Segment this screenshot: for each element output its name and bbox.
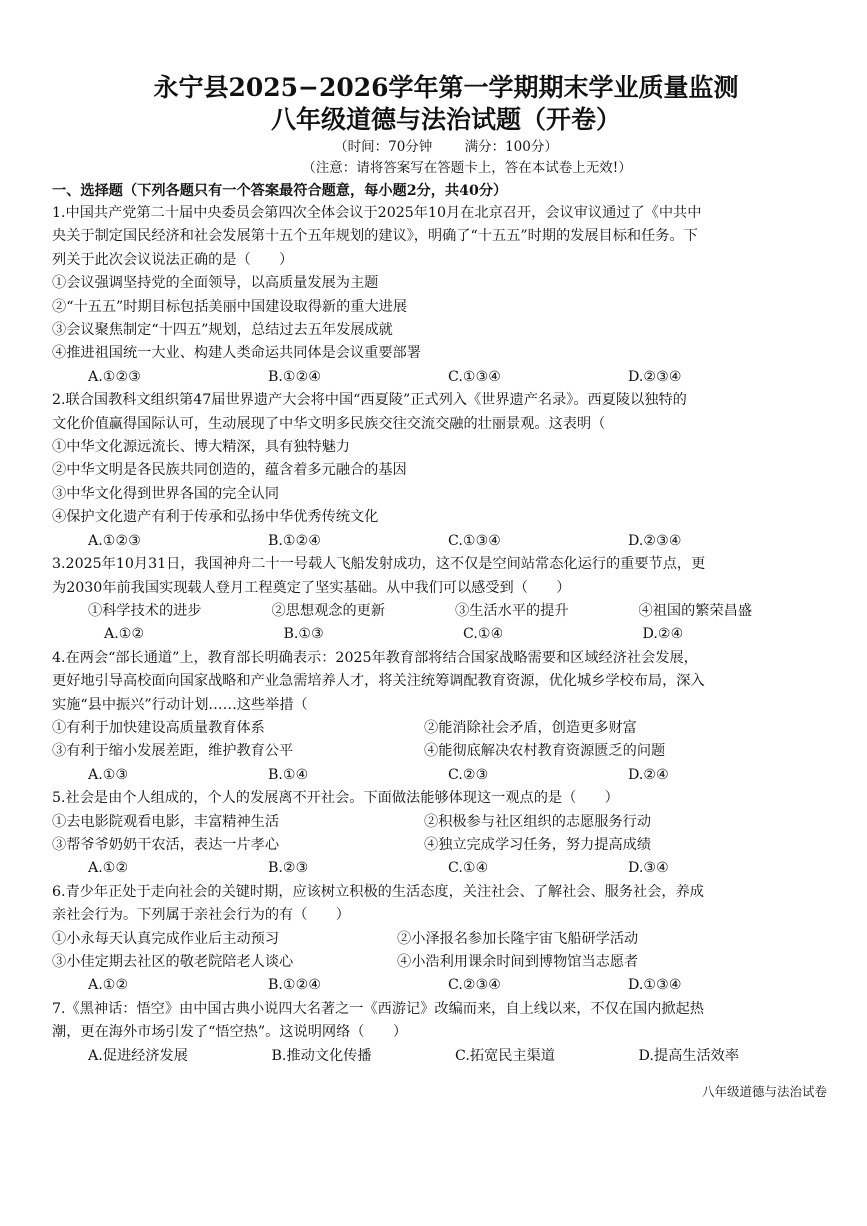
- question-1: [52, 202, 822, 389]
- exam-page: [52, 72, 822, 1068]
- question-stem-line: 为2030年前我国实现载人登月工程奠定了坚实基础。从中我们可以感受到（ ）: [52, 579, 571, 596]
- statement-item: ③中华文化得到世界各国的完全认同: [52, 485, 280, 502]
- question-3: [52, 553, 822, 647]
- statement-item: ②中华文明是各民族共同创造的，蕴含着多元融合的基因: [52, 462, 407, 479]
- option-d: D.①③④: [628, 977, 682, 994]
- exam-note: （注意：请将答案写在答题卡上，答在本试卷上无效!）: [302, 160, 632, 176]
- statement-row: [52, 834, 822, 857]
- question-stem-line: 6.青少年正处于走向社会的关键时期，应该树立积极的生活态度，关注社会、了解社会、服务社会，养成: [52, 883, 704, 900]
- question-6: [52, 881, 822, 998]
- option-c: C.②③④: [448, 977, 502, 994]
- option-a: A.①②: [104, 626, 145, 643]
- option-a: A.①②: [88, 860, 129, 877]
- option-b: B.①③: [283, 626, 324, 643]
- answer-options: [52, 1045, 822, 1068]
- question-stem-line: 1.中国共产党第二十届中央委员会第四次全体会议于2025年10月在北京召开，会议审议通过了《中共中: [52, 205, 702, 221]
- question-5: [52, 787, 822, 881]
- statement-item: ④推进祖国统一大业、构建人类命运共同体是会议重要部署: [52, 345, 421, 362]
- option-b: B.①④: [268, 766, 309, 783]
- answer-options: [52, 857, 822, 880]
- option-c: C.①④: [463, 626, 504, 643]
- question-7: [52, 998, 822, 1068]
- page-footer: 八年级道德与法治试卷: [701, 1084, 827, 1099]
- question-stem-line: 更好地引导高校面向国家战略和产业急需培养人才，将关注统筹调配教育资源，优化城乡学校布局，深入: [52, 673, 705, 690]
- option-c: C.①③④: [448, 368, 502, 385]
- option-c: C.①④: [448, 860, 489, 877]
- option-d: D.②④: [628, 766, 669, 783]
- option-b: B.①②④: [268, 532, 322, 549]
- statement-item: ③帮爷爷奶奶干农活，表达一片孝心: [52, 836, 280, 853]
- statement-row: [52, 928, 822, 951]
- option-d: D.②③④: [628, 532, 682, 549]
- answer-options: [52, 530, 822, 553]
- statement-row: [52, 717, 822, 740]
- statement-item: ④独立完成学习任务，努力提高成绩: [424, 836, 652, 853]
- statement-item: ③有利于缩小发展差距，维护教育公平: [52, 743, 294, 760]
- option-b: B.①②④: [268, 368, 322, 385]
- statement-row: [52, 600, 822, 623]
- answer-options: [52, 764, 822, 787]
- option-a: A.促进经济发展: [88, 1047, 188, 1064]
- option-d: D.③④: [628, 860, 669, 877]
- question-stem-line: 央关于制定国民经济和社会发展第十五个五年规划的建议》，明确了“十五五”时期的发展目标和任务。下: [52, 228, 698, 245]
- question-stem-line: 3.2025年10月31日，我国神舟二十一号载人飞船发射成功，这不仅是空间站常态化运行的重要节点，更: [52, 556, 706, 573]
- statement-item: ③会议聚焦制定“十四五”规划，总结过去五年发展成就: [52, 322, 393, 339]
- question-4: [52, 647, 822, 787]
- question-stem-line: 2.联合国教科文组织第47届世界遗产大会将中国“西夏陵”正式列入《世界遗产名录》。西夏陵以独特的: [52, 392, 687, 409]
- option-a: A.①②③: [88, 368, 141, 385]
- option-a: A.①②: [88, 977, 129, 994]
- statement-item: ②小泽报名参加长隆宇宙飞船研学活动: [397, 930, 639, 947]
- exam-time: （时间：70分钟: [334, 139, 433, 155]
- question-stem-line: 4.在两会“部长通道”上，教育部长明确表示：2025年教育部将结合国家战略需要和区域经济社会发展，: [52, 649, 698, 666]
- option-c: C.②③: [448, 766, 489, 783]
- question-stem-line: 7.《黑神话：悟空》由中国古典小说四大名著之一《西游记》改编而来，自上线以来，不仅在国内掀起热: [52, 1000, 704, 1017]
- exam-title: 永宁县2025−2026学年第一学期期末学业质量监测: [153, 73, 739, 102]
- statement-item: ①去电影院观看电影，丰富精神生活: [52, 813, 280, 830]
- answer-options: [52, 974, 822, 997]
- statement-item: ①小永每天认真完成作业后主动预习: [52, 930, 280, 947]
- statement-item: ①有利于加快建设高质量教育体系: [52, 719, 265, 736]
- statement-item: ④祖国的繁荣昌盛: [638, 602, 753, 619]
- option-d: D.提高生活效率: [638, 1047, 740, 1064]
- option-d: D.②③④: [628, 368, 682, 385]
- option-c: C.拓宽民主渠道: [455, 1047, 555, 1064]
- exam-meta: [70, 137, 822, 158]
- exam-subtitle: 八年级道德与法治试题（开卷）: [270, 105, 621, 134]
- statement-item: ③生活水平的提升: [455, 602, 569, 619]
- option-b: B.②③: [268, 860, 309, 877]
- statement-item: ④能彻底解决农村教育资源匮乏的问题: [424, 743, 666, 760]
- option-b: B.推动文化传播: [271, 1047, 372, 1064]
- statement-item: ②积极参与社区组织的志愿服务行动: [424, 813, 652, 830]
- statement-item: ④小浩利用课余时间到博物馆当志愿者: [397, 954, 639, 970]
- question-stem-line: 亲社会行为。下列属于亲社会行为的有（ ）: [52, 907, 350, 924]
- statement-item: ①会议强调坚持党的全面领导，以高质量发展为主题: [52, 275, 379, 292]
- question-stem-line: 实施“县中振兴”行动计划……这些举措（: [52, 696, 308, 713]
- statement-item: ②能消除社会矛盾，创造更多财富: [424, 719, 637, 736]
- option-a: A.①②③: [88, 532, 141, 549]
- answer-options: [52, 623, 822, 646]
- option-c: C.①③④: [448, 532, 502, 549]
- statement-item: ②思想观念的更新: [271, 602, 386, 619]
- question-2: [52, 389, 822, 553]
- statement-row: [52, 740, 822, 763]
- option-b: B.①②④: [268, 977, 322, 994]
- question-stem-line: 5.社会是由个人组成的，个人的发展离不开社会。下面做法能够体现这一观点的是（ ）: [52, 790, 619, 807]
- statement-item: ③小佳定期去社区的敬老院陪老人谈心: [52, 954, 294, 970]
- statement-row: [52, 951, 822, 974]
- statement-item: ①中华文化源远流长、博大精深，具有独特魅力: [52, 439, 350, 456]
- statement-item: ②“十五五”时期目标包括美丽中国建设取得新的重大进展: [52, 298, 408, 315]
- option-d: D.②④: [642, 626, 684, 643]
- statement-item: ①科学技术的进步: [88, 602, 202, 619]
- question-stem-line: 潮，更在海外市场引发了“悟空热”。这说明网络（ ）: [52, 1024, 408, 1041]
- section-heading: 一、选择题（下列各题只有一个答案最符合题意，每小题2分，共40分）: [52, 183, 508, 199]
- statement-item: ④保护文化遗产有利于传承和弘扬中华优秀传统文化: [52, 509, 379, 526]
- question-stem-line: 列关于此次会议说法正确的是（ ）: [52, 251, 294, 268]
- option-a: A.①③: [88, 766, 129, 783]
- answer-options: [52, 366, 822, 389]
- question-stem-line: 文化价值赢得国际认可，生动展现了中华文明多民族交往交流交融的壮丽景观。这表明（: [52, 415, 606, 432]
- exam-score: 满分：100分）: [464, 139, 558, 155]
- statement-row: [52, 811, 822, 834]
